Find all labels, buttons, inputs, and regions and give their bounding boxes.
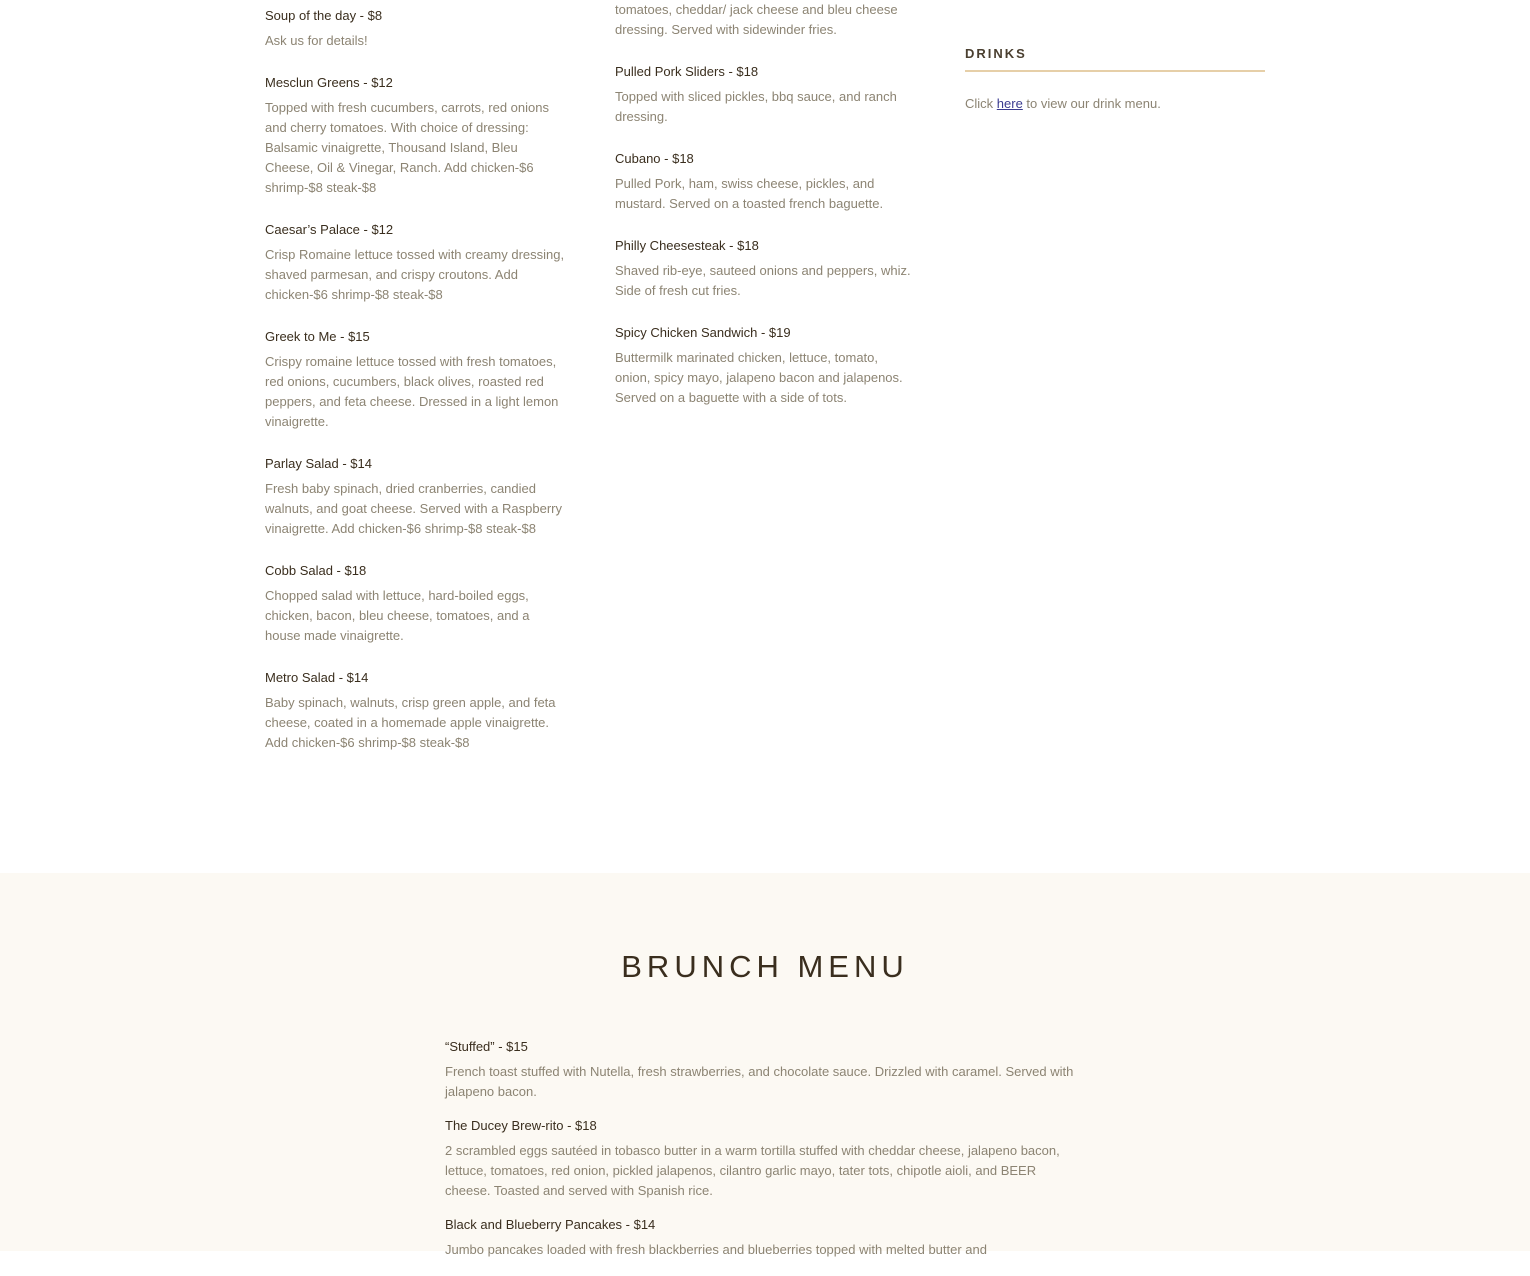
menu-item bbox=[265, 662, 565, 753]
menu-item-description: Fresh baby spinach, dried cranberries, candied walnuts, and goat cheese. Served with a Raspberry vinaigrette. Add chicken-$6 shrimp-$8 steak-$8 bbox=[265, 481, 563, 536]
drinks-text-before: Click bbox=[965, 96, 997, 111]
menu-item-description: Shaved rib-eye, sauteed onions and peppers, whiz. Side of fresh cut fries. bbox=[615, 263, 911, 298]
menu-item bbox=[265, 555, 565, 646]
menu-item bbox=[265, 448, 565, 539]
menu-item-title: “Stuffed” - $15 bbox=[445, 1039, 528, 1054]
menu-item-title: Cobb Salad - $18 bbox=[265, 563, 367, 578]
menu-item-description: Topped with sliced pickles, bbq sauce, and ranch dressing. bbox=[615, 89, 897, 124]
menu-item-title: Cubano - $18 bbox=[615, 151, 694, 166]
menu-item bbox=[615, 317, 915, 408]
menu-item bbox=[445, 1118, 1075, 1201]
brunch-menu-title: BRUNCH MENU bbox=[621, 949, 909, 984]
menu-item-title: Black and Blueberry Pancakes - $14 bbox=[445, 1217, 656, 1232]
menu-item bbox=[265, 0, 565, 51]
drinks-text-after: to view our drink menu. bbox=[1022, 96, 1161, 111]
menu-item-description: French toast stuffed with Nutella, fresh strawberries, and chocolate sauce. Drizzled with caramel. Served with jalapeno bacon. bbox=[445, 1064, 1074, 1099]
menu-item-title: Philly Cheesesteak - $18 bbox=[615, 238, 759, 253]
menu-item bbox=[445, 1217, 1075, 1260]
menu-item-title: Pulled Pork Sliders - $18 bbox=[615, 64, 759, 79]
menu-item bbox=[445, 1039, 1075, 1102]
menu-item-description: Jumbo pancakes loaded with fresh blackberries and blueberries topped with melted butter and bbox=[445, 1242, 987, 1257]
menu-item-description: tomatoes, cheddar/ jack cheese and bleu cheese dressing. Served with sidewinder fries. bbox=[615, 2, 898, 37]
menu-item-title: Spicy Chicken Sandwich - $19 bbox=[615, 325, 791, 340]
menu-item-description: Pulled Pork, ham, swiss cheese, pickles, and mustard. Served on a toasted french baguette. bbox=[615, 176, 884, 211]
salads-column bbox=[265, 0, 565, 769]
menu-item-description: Crisp Romaine lettuce tossed with creamy dressing, shaved parmesan, and crispy croutons. Add chicken-$6 shrimp-$8 steak-$8 bbox=[265, 247, 565, 302]
menu-item bbox=[615, 230, 915, 301]
sandwiches-column bbox=[615, 0, 915, 424]
brunch-section bbox=[0, 873, 1530, 1257]
menu-item-description: Baby spinach, walnuts, crisp green apple, and feta cheese, coated in a homemade apple vinaigrette. Add chicken-$6 shrimp-$8 steak-$8 bbox=[265, 695, 556, 750]
drinks-heading: DRINKS bbox=[965, 46, 1265, 72]
menu-item bbox=[265, 321, 565, 432]
menu-item bbox=[265, 214, 565, 305]
menu-item bbox=[615, 56, 915, 127]
menu-item-title: The Ducey Brew-rito - $18 bbox=[445, 1118, 597, 1133]
menu-item-title: Metro Salad - $14 bbox=[265, 670, 369, 685]
menu-item bbox=[615, 143, 915, 214]
menu-item bbox=[265, 67, 565, 198]
menu-item-description: Chopped salad with lettuce, hard-boiled eggs, chicken, bacon, bleu cheese, tomatoes, and a house made vinaigrette. bbox=[265, 588, 530, 643]
drink-menu-link[interactable]: here bbox=[996, 96, 1023, 111]
menu-item-title: Parlay Salad - $14 bbox=[265, 456, 372, 471]
menu-item-title: Mesclun Greens - $12 bbox=[265, 75, 393, 90]
menu-item-title: Greek to Me - $15 bbox=[265, 329, 370, 344]
drinks-text bbox=[965, 94, 1265, 114]
menu-item-title: Soup of the day - $8 bbox=[265, 8, 383, 23]
menu-item-description: Buttermilk marinated chicken, lettuce, tomato, onion, spicy mayo, jalapeno bacon and jalapenos. Served on a baguette with a side of tots. bbox=[615, 350, 903, 405]
menu-item-description: Crispy romaine lettuce tossed with fresh tomatoes, red onions, cucumbers, black olives, roasted red peppers, and feta cheese. Dressed in a light lemon vinaigrette. bbox=[265, 354, 559, 429]
brunch-list bbox=[445, 1039, 1075, 1276]
menu-item-title: Caesar’s Palace - $12 bbox=[265, 222, 394, 237]
menu-item-description: Ask us for details! bbox=[265, 33, 368, 48]
menu-item-description: Topped with fresh cucumbers, carrots, red onions and cherry tomatoes. With choice of dressing: Balsamic vinaigrette, Thousand Island, Bleu Cheese, Oil & Vinegar, Ranch. Add chicken-$6 shrimp-$8 steak-$8 bbox=[265, 100, 549, 195]
menu-item-description: 2 scrambled eggs sautéed in tobasco butter in a warm tortilla stuffed with cheddar cheese, jalapeno bacon, lettuce, tomatoes, red onion, pickled jalapenos, cilantro garlic mayo, tater tots, chipotle aioli, and BEER cheese. Toasted and served with Spanish rice. bbox=[445, 1143, 1060, 1198]
menu-item bbox=[615, 0, 915, 40]
